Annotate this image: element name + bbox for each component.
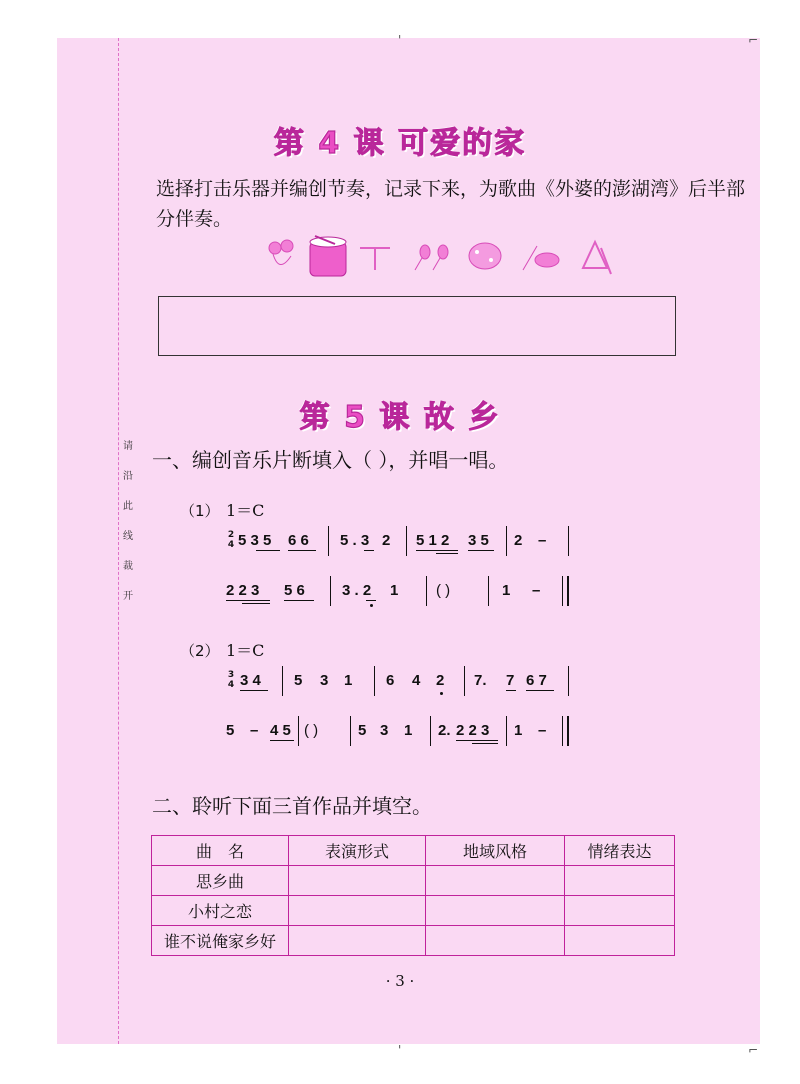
exercise2-label: （2） bbox=[180, 642, 220, 660]
dash: – bbox=[250, 722, 259, 739]
side-char: 请 bbox=[123, 441, 133, 452]
beam bbox=[506, 690, 516, 691]
low-octave-dot bbox=[440, 692, 443, 695]
note: 3 bbox=[380, 722, 389, 739]
exercise1-key bbox=[226, 498, 264, 521]
note-group: 5 3 5 bbox=[238, 532, 272, 549]
maraca-icon bbox=[415, 245, 448, 270]
exercise1-label: （1） bbox=[180, 502, 220, 520]
beam bbox=[436, 553, 458, 554]
final-barline-thick bbox=[567, 576, 569, 606]
lesson4-title: 第 4 课 可爱的家 bbox=[273, 126, 527, 161]
beam bbox=[288, 550, 316, 551]
note: 2 bbox=[436, 672, 445, 689]
side-char: 开 bbox=[123, 591, 133, 602]
barline bbox=[568, 666, 569, 696]
woodblock-icon bbox=[360, 248, 390, 270]
note: 1 bbox=[404, 722, 413, 739]
barline bbox=[568, 526, 569, 556]
note-group: 2 2 3 bbox=[456, 722, 490, 739]
beam bbox=[226, 600, 270, 601]
note: 2. bbox=[438, 722, 451, 739]
dash: – bbox=[538, 722, 547, 739]
beam bbox=[472, 743, 498, 744]
note-group: 2 2 3 bbox=[226, 582, 260, 599]
key-text: 1＝C bbox=[226, 501, 265, 520]
time-sig-top: 2 bbox=[227, 530, 235, 540]
exercise2-key bbox=[226, 638, 264, 661]
note: 7 bbox=[506, 672, 515, 689]
barline bbox=[426, 576, 427, 606]
blank-cell[interactable] bbox=[565, 896, 675, 926]
note: 6 bbox=[386, 672, 395, 689]
barline bbox=[298, 716, 299, 746]
dash: – bbox=[532, 582, 541, 599]
table-row bbox=[152, 926, 675, 956]
side-char: 线 bbox=[123, 531, 133, 542]
note: 1 bbox=[390, 582, 399, 599]
crop-mark-bottom: ' bbox=[398, 1043, 402, 1057]
section2-title: 二、聆听下面三首作品并填空。 bbox=[152, 794, 432, 818]
section1-title: 一、编创音乐片断填入（ ），并唱一唱。 bbox=[152, 448, 509, 472]
barline bbox=[506, 526, 507, 556]
blank-cell[interactable] bbox=[289, 926, 426, 956]
blank-cell[interactable] bbox=[426, 866, 565, 896]
drum-icon bbox=[310, 236, 346, 276]
song-name-cell: 谁不说俺家乡好 bbox=[152, 926, 289, 956]
note-group: 5 1 2 bbox=[416, 532, 450, 549]
blank-cell[interactable] bbox=[289, 896, 426, 926]
beam bbox=[416, 550, 458, 551]
beam bbox=[468, 550, 494, 551]
note: 1 bbox=[344, 672, 353, 689]
note: 5 bbox=[294, 672, 303, 689]
cymbal-icon bbox=[523, 246, 559, 270]
note: 4 bbox=[412, 672, 421, 689]
bell-icon bbox=[269, 240, 293, 265]
side-char: 此 bbox=[123, 501, 133, 512]
beam bbox=[284, 600, 314, 601]
final-barline-thin bbox=[562, 716, 563, 746]
cut-instruction bbox=[121, 432, 135, 612]
note-group: 5 6 bbox=[284, 582, 305, 599]
song-name-cell: 小村之恋 bbox=[152, 896, 289, 926]
barline bbox=[282, 666, 283, 696]
beam bbox=[242, 603, 270, 604]
note: 1 bbox=[502, 582, 511, 599]
barline bbox=[328, 526, 329, 556]
lesson4-instruction: 选择打击乐器并编创节奏，记录下来，为歌曲《外婆的澎湖湾》后半部分伴奏。 bbox=[156, 178, 746, 230]
barline bbox=[488, 576, 489, 606]
barline bbox=[430, 716, 431, 746]
tambourine-icon bbox=[469, 243, 501, 269]
note-group: 5 . 3 bbox=[340, 532, 370, 549]
note: 1 bbox=[514, 722, 523, 739]
note: 2 bbox=[514, 532, 523, 549]
blank-cell[interactable] bbox=[426, 896, 565, 926]
blank-cell[interactable] bbox=[565, 926, 675, 956]
note-group: 3 . 2 bbox=[342, 582, 372, 599]
time-sig-bottom: 4 bbox=[227, 680, 235, 690]
key-text: 1＝C bbox=[226, 641, 265, 660]
blank-cell[interactable] bbox=[565, 866, 675, 896]
beam bbox=[240, 690, 268, 691]
page-number: · 3 · bbox=[385, 972, 415, 990]
song-name-cell: 思乡曲 bbox=[152, 866, 289, 896]
note: 7. bbox=[474, 672, 487, 689]
beam bbox=[526, 690, 554, 691]
header-cell: 地域风格 bbox=[426, 836, 565, 866]
listening-table bbox=[151, 835, 675, 956]
note: 5 bbox=[226, 722, 235, 739]
crop-mark-top-right: ⌐ bbox=[748, 33, 759, 47]
blank-parentheses[interactable]: ( ) bbox=[304, 722, 319, 739]
note-group: 3 4 bbox=[240, 672, 261, 689]
header-cell: 情绪表达 bbox=[565, 836, 675, 866]
triangle-icon bbox=[583, 242, 611, 274]
beam bbox=[366, 600, 376, 601]
beam bbox=[456, 740, 498, 741]
header-cell: 曲 名 bbox=[152, 836, 289, 866]
header-cell: 表演形式 bbox=[289, 836, 426, 866]
barline bbox=[464, 666, 465, 696]
blank-cell[interactable] bbox=[426, 926, 565, 956]
note: 5 bbox=[358, 722, 367, 739]
instrument-icons bbox=[265, 234, 625, 280]
cut-line bbox=[118, 38, 119, 1044]
final-barline-thick bbox=[567, 716, 569, 746]
barline bbox=[330, 576, 331, 606]
note: 2 bbox=[382, 532, 391, 549]
blank-parentheses[interactable]: ( ) bbox=[436, 582, 451, 599]
beam bbox=[270, 740, 294, 741]
table-row bbox=[152, 866, 675, 896]
dash: – bbox=[538, 532, 547, 549]
crop-mark-top: ' bbox=[398, 33, 402, 47]
note-group: 3 5 bbox=[468, 532, 489, 549]
table-header-row bbox=[152, 836, 675, 866]
note-group: 4 5 bbox=[270, 722, 291, 739]
rhythm-answer-box[interactable] bbox=[158, 296, 676, 356]
beam bbox=[364, 550, 374, 551]
beam bbox=[256, 550, 280, 551]
final-barline-thin bbox=[562, 576, 563, 606]
low-octave-dot bbox=[370, 604, 373, 607]
table-row bbox=[152, 896, 675, 926]
crop-mark-bottom-right: ⌐ bbox=[748, 1043, 759, 1057]
time-sig-bottom: 4 bbox=[227, 540, 235, 550]
blank-cell[interactable] bbox=[289, 866, 426, 896]
lesson5-title: 第 5 课 故 乡 bbox=[299, 400, 501, 435]
time-sig-top: 3 bbox=[227, 670, 235, 680]
side-char: 沿 bbox=[123, 471, 133, 482]
barline bbox=[350, 716, 351, 746]
note-group: 6 7 bbox=[526, 672, 547, 689]
barline bbox=[406, 526, 407, 556]
barline bbox=[506, 716, 507, 746]
barline bbox=[374, 666, 375, 696]
note: 3 bbox=[320, 672, 329, 689]
note-group: 6 6 bbox=[288, 532, 309, 549]
side-char: 裁 bbox=[123, 561, 133, 572]
